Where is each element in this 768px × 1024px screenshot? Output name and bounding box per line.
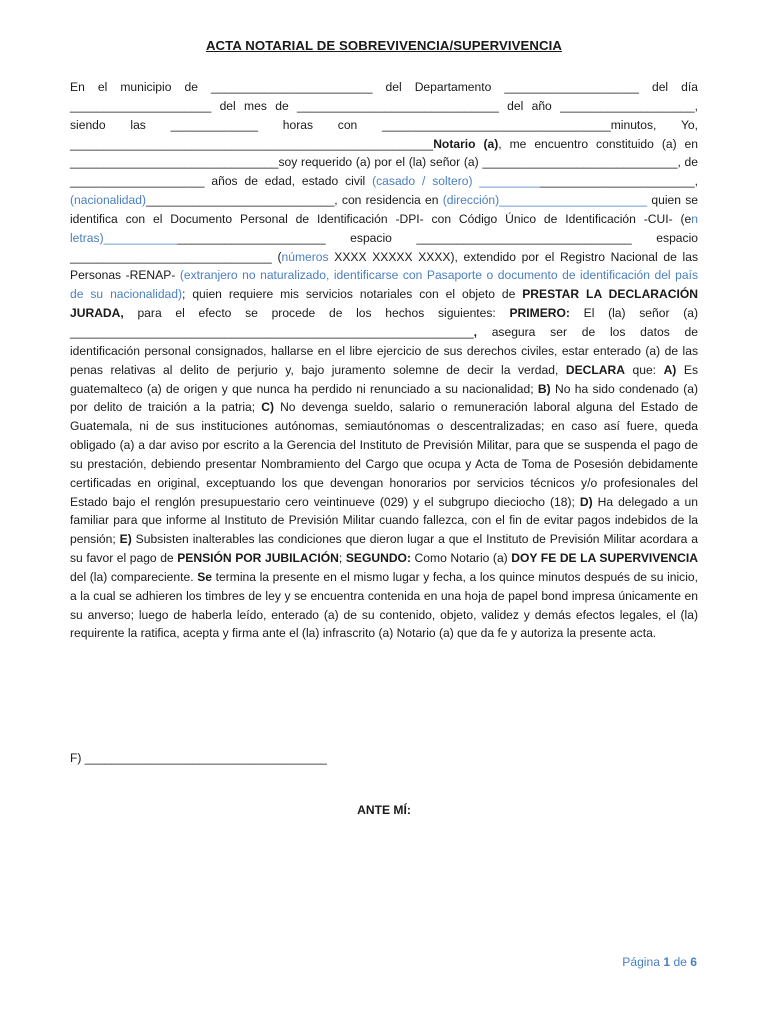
signature-line: F) ____________________________________ xyxy=(70,751,327,765)
text-segment-plain: ; quien requiere mis servicios notariales con el objeto de xyxy=(182,287,523,302)
ante-mi-label: ANTE MÍ: xyxy=(357,803,411,817)
text-segment-plain: para el efecto se procede de los hechos siguientes: xyxy=(123,306,510,321)
text-segment-bold: Notario (a) xyxy=(433,136,499,151)
text-segment-plain: que: xyxy=(624,362,664,377)
text-segment-blue: números xyxy=(281,249,329,264)
text-segment-plain: XXXX XXXXX XXXX), extendido por el Registro Nacional de las Personas -RENAP- xyxy=(70,249,698,283)
text-segment-bold: PRIMERO: xyxy=(509,306,570,321)
text-segment-plain: No devenga sueldo, salario o remuneración laboral alguna del Estado de Guatemala, ni de sus instituciones autónomas, semiautónomas o descentralizadas; en caso así fuere, queda obligado (a) a dar aviso por escrito a la Gerencia del Instituto de Previsión Militar, para que se suspenda el pago de su prestación, debiendo presentar Nombramiento del Cargo que ocupa y Acta de Toma de Posesión debidamente certificadas en original, exceptuando los que devengan honorarios por servicios técnicos y/o profesionales del Estado bajo el renglón presupuestario cero veintinueve (029) y el subgrupo dieciocho (18); xyxy=(70,400,698,509)
document-body xyxy=(70,78,698,643)
text-segment-plain: del (la) compareciente. xyxy=(70,569,198,584)
text-segment-plain: asegura ser de los datos de identificación personal consignados, hallarse en el libre ejercicio de sus derechos civiles, estar enterado (a) de las penas relativas al delito de perjurio y, bajo juramento solemne de decir la verdad, xyxy=(70,324,698,377)
text-segment-bold: E) xyxy=(119,532,132,547)
text-segment-bold: DECLARA xyxy=(565,362,625,377)
text-segment-bold: D) xyxy=(579,494,593,509)
text-segment-plain: _______________________, xyxy=(539,174,699,189)
acta-paragraph xyxy=(70,78,698,643)
text-segment-bold: C) xyxy=(261,400,274,415)
text-segment-bold: A) xyxy=(663,362,677,377)
text-segment-bold: SEGUNDO: xyxy=(345,551,411,566)
text-segment-blue: (nacionalidad) xyxy=(70,193,146,208)
text-segment-plain: Es guatemalteco (a) de origen y que nunca ha perdido ni renunciado a su nacionalidad; xyxy=(70,362,698,396)
total-pages: 6 xyxy=(690,955,697,969)
text-segment-bold: Se xyxy=(197,569,212,584)
text-segment-plain: Como Notario (a) xyxy=(411,551,512,566)
text-segment-bold: PRESTAR LA DECLARACIÓN JURADA, xyxy=(70,287,699,321)
text-segment-bold: DOY FE DE LA SUPERVIVENCIA xyxy=(511,551,698,566)
text-segment-plain: El (la) señor (a) ____________________________________________________________ xyxy=(70,306,698,339)
text-segment-blue: (casado / soltero) _________ xyxy=(372,174,540,189)
text-segment-bold: , xyxy=(473,324,477,339)
text-segment-bold: B) xyxy=(537,381,551,396)
text-segment-plain: ____________________________, con residencia en xyxy=(145,193,443,208)
text-segment-plain: No ha sido condenado (a) por delito de traición a la patria; xyxy=(70,381,698,415)
text-segment-plain: ______________________ espacio ________________________________ espacio ______________________________ ( xyxy=(70,230,698,264)
page-number xyxy=(622,955,697,969)
document-title: ACTA NOTARIAL DE SOBREVIVENCIA/SUPERVIVENCIA xyxy=(205,38,563,53)
text-segment-plain: , me encuentro constituido (a) en _______________________________soy requerido (a) por el (la) señor (a) _____________________________, de ____________________ años de edad, estado civil xyxy=(70,136,698,189)
text-segment-plain: termina la presente en el mismo lugar y fecha, a los quince minutos después de su inicio, a la cual se adhieren los timbres de ley y se encuentra contenida en una hoja de papel bond impresa únicamente en su anverso; luego de haberla leído, enterado (a) de su contenido, objeto, validez y demás efectos legales, el (la) requirente la ratifica, acepta y firma ante el (la) infrascrito (a) Notario (a) que da fe y autoriza la presente acta. xyxy=(70,569,698,641)
text-segment-blue: (extranjero no naturalizado, identificarse con Pasaporte o documento de identificación del país de su nacionalidad) xyxy=(70,268,698,302)
page-label: Página xyxy=(622,955,660,969)
page-of-label: de xyxy=(673,955,687,969)
text-segment-blue: n letras)___________ xyxy=(70,211,698,245)
text-segment-plain: Subsisten inalterables las condiciones que dieron lugar a que el Instituto de Previsión Militar acordara a su favor el pago de xyxy=(70,532,698,566)
text-segment-bold: PENSIÓN POR JUBILACIÓN xyxy=(177,551,339,566)
text-segment-plain: ; xyxy=(338,551,346,566)
current-page: 1 xyxy=(663,955,671,969)
text-segment-plain: En el municipio de ________________________ del Departamento ____________________ del día _____________________ del mes de ______________________________ del año ____________________, siendo las _____________ horas con __________________________________minutos, Yo, ______________________________________________________ xyxy=(70,80,698,151)
text-segment-plain: quien se identifica con el Documento Personal de Identificación -DPI- con Código Único de Identificación -CUI- (e xyxy=(70,193,699,226)
text-segment-blue: (dirección)______________________ xyxy=(442,193,648,208)
text-segment-plain: Ha delegado a un familiar para que informe al Instituto de Previsión Militar cuando fallezca, con el fin de evitar pagos indebidos de la pensión; xyxy=(70,494,698,547)
